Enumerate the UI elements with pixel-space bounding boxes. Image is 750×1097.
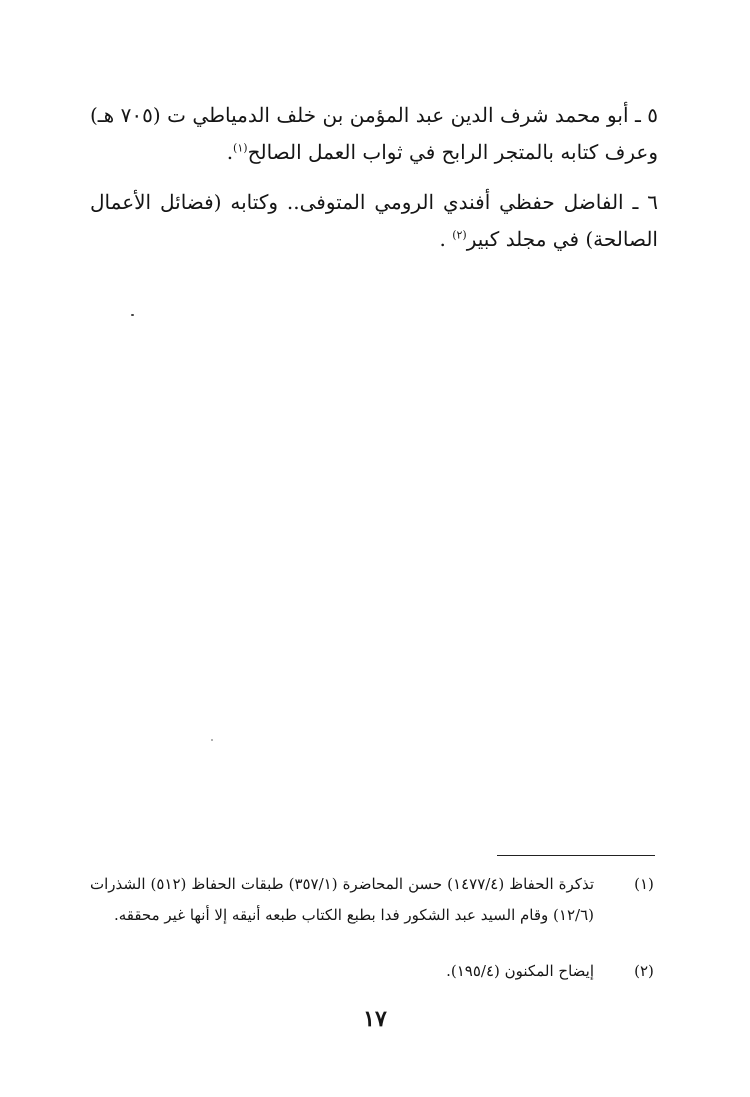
footnote-1-text: تذكرة الحفاظ (١٤٧٧/٤) حسن المحاضرة (٣٥٧/١) طبقات الحفاظ (٥١٢) الشذرات (١٢/٦) وقام السيد عبد الشكور فدا بطبع الكتاب طبعه أنيقه إلا أنها غير محققه. bbox=[90, 875, 594, 924]
entry-5 bbox=[90, 97, 658, 171]
entry-5-text: ٥ ـ أبو محمد شرف الدين عبد المؤمن بن خلف الدمياطي ت (٧٠٥ هـ) وعرف كتابه بالمتجر الرابح في ثواب العمل الصالح bbox=[90, 103, 658, 164]
entry-6-end: . bbox=[439, 227, 453, 251]
footnote-2 bbox=[90, 956, 658, 987]
footnote-2-text: إيضاح المكنون (١٩٥/٤). bbox=[446, 962, 594, 980]
scan-speck bbox=[131, 314, 134, 316]
entry-6-text: ٦ ـ الفاضل حفظي أفندي الرومي المتوفى.. وكتابه (فضائل الأعمال الصالحة) في مجلد كبير bbox=[90, 190, 658, 251]
entry-6-footnote-ref: (٢) bbox=[452, 228, 467, 242]
page-number: ١٧ bbox=[363, 1006, 387, 1032]
footnote-1-number: (١) bbox=[634, 875, 654, 893]
footnote-1 bbox=[90, 869, 658, 931]
entry-6 bbox=[90, 184, 658, 258]
entry-5-footnote-ref: (١) bbox=[233, 141, 248, 155]
entry-5-end: . bbox=[226, 140, 234, 164]
scan-speck bbox=[211, 739, 213, 741]
footnote-separator bbox=[497, 855, 655, 856]
footnote-2-number: (٢) bbox=[634, 962, 654, 980]
